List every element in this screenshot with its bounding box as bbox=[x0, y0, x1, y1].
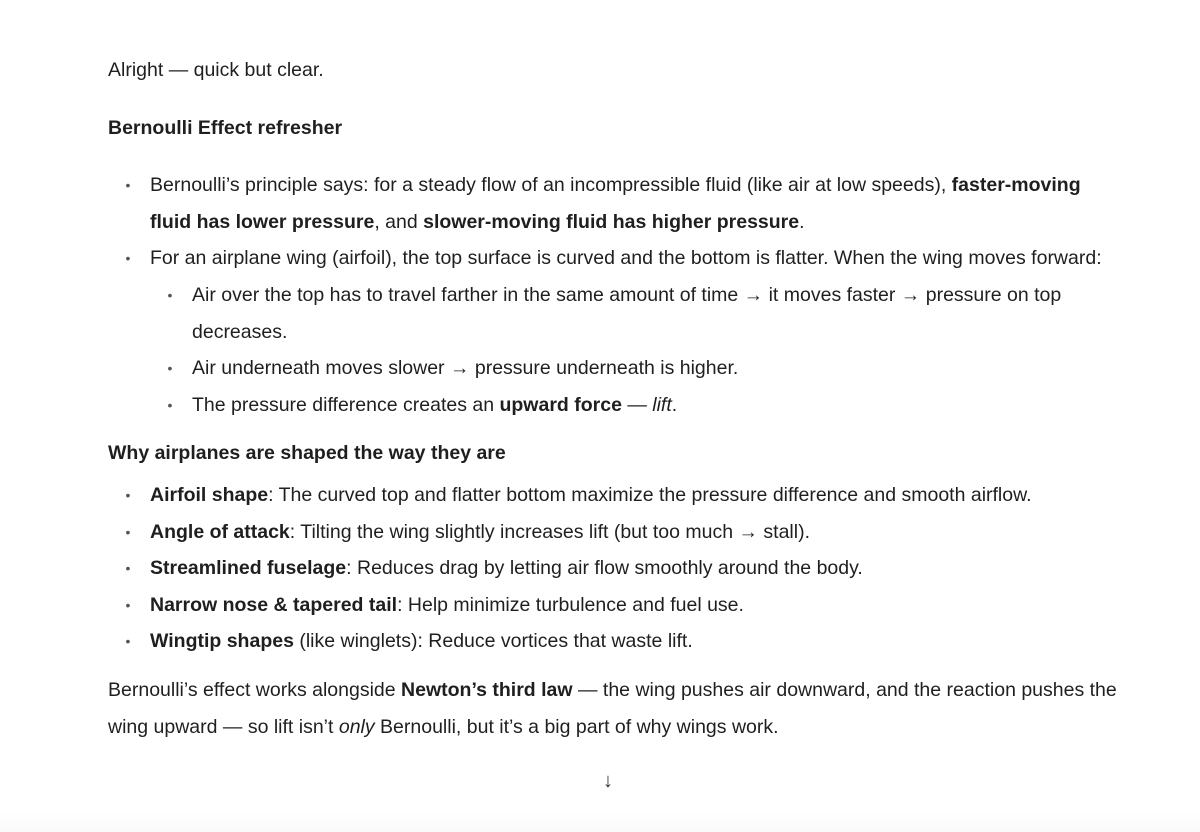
list-item-text: Air underneath moves slower → pressure underneath is higher. bbox=[192, 357, 739, 380]
bold-text: upward force bbox=[499, 393, 622, 416]
list-item-text: , and bbox=[374, 210, 424, 233]
nested-list-item bbox=[167, 277, 1118, 350]
list-item-term: Airfoil shape bbox=[150, 483, 269, 506]
bullet-icon: • bbox=[125, 486, 131, 503]
list-item bbox=[125, 167, 1118, 240]
section-heading-bernoulli: Bernoulli Effect refresher bbox=[108, 116, 343, 139]
list-item-text: The pressure difference creates an bbox=[192, 393, 500, 416]
chat-message bbox=[108, 52, 1118, 745]
list-item bbox=[125, 623, 1118, 660]
list-item-term: Angle of attack bbox=[150, 520, 290, 543]
italic-text: only bbox=[338, 715, 375, 738]
closing-text: Bernoulli’s effect works alongside bbox=[108, 678, 402, 701]
list-item-text: . bbox=[799, 210, 805, 233]
bullet-icon: • bbox=[167, 360, 173, 377]
list-item bbox=[125, 514, 1118, 551]
bold-text: faster-moving fluid has lower pressure bbox=[150, 174, 1081, 233]
list-item-text: Air over the top has to travel farther in the same amount of time → it moves faster → pressure on top decreases. bbox=[192, 283, 1062, 343]
scroll-to-bottom-button[interactable] bbox=[593, 766, 623, 796]
nested-list bbox=[150, 277, 1118, 423]
list-item-text: For an airplane wing (airfoil), the top surface is curved and the bottom is flatter. When the wing moves forward: bbox=[150, 247, 1102, 270]
list-item-term: Narrow nose & tapered tail bbox=[150, 593, 398, 616]
list-item bbox=[125, 587, 1118, 624]
bold-text: Newton’s third law bbox=[401, 678, 573, 701]
bullet-icon: • bbox=[125, 633, 131, 650]
nested-list-item bbox=[167, 350, 1118, 387]
bernoulli-list bbox=[108, 167, 1118, 423]
list-item-text: : Reduces drag by letting air flow smoothly around the body. bbox=[346, 557, 863, 580]
list-item-text: : Tilting the wing slightly increases lift (but too much → stall). bbox=[289, 520, 810, 543]
shapes-list bbox=[108, 477, 1118, 660]
bold-text: slower-moving fluid has higher pressure bbox=[423, 210, 800, 233]
arrow-down-icon: ↓ bbox=[603, 770, 613, 792]
closing-paragraph bbox=[108, 672, 1118, 745]
list-item-text: Bernoulli’s principle says: for a steady flow of an incompressible fluid (like air at low speeds), bbox=[150, 174, 952, 197]
list-item-text: : The curved top and flatter bottom maximize the pressure difference and smooth airflow. bbox=[268, 483, 1032, 506]
closing-text: Bernoulli, but it’s a big part of why wings work. bbox=[374, 715, 779, 738]
italic-text: lift bbox=[652, 393, 672, 416]
list-item-text: (like winglets): Reduce vortices that waste lift. bbox=[293, 630, 693, 653]
list-item-text: — bbox=[621, 393, 653, 416]
bottom-fade bbox=[0, 812, 1200, 832]
list-item-text: . bbox=[671, 393, 678, 416]
section-heading-shapes: Why airplanes are shaped the way they are bbox=[108, 442, 506, 465]
bullet-icon: • bbox=[125, 560, 131, 577]
bullet-icon: • bbox=[125, 596, 131, 613]
list-item-term: Streamlined fuselage bbox=[150, 557, 347, 580]
bullet-icon: • bbox=[167, 286, 173, 303]
intro-text: Alright — quick but clear. bbox=[108, 59, 324, 81]
bullet-icon: • bbox=[125, 523, 131, 540]
closing-text: — the wing pushes air downward, and the reaction pushes the wing upward — so lift isn’t bbox=[108, 678, 1117, 738]
nested-list-item bbox=[167, 387, 1118, 424]
bullet-icon: • bbox=[125, 250, 131, 267]
list-item-text: : Help minimize turbulence and fuel use. bbox=[397, 593, 744, 616]
list-item bbox=[125, 550, 1118, 587]
bullet-icon: • bbox=[167, 396, 173, 413]
bullet-icon: • bbox=[125, 177, 131, 194]
list-item-term: Wingtip shapes bbox=[150, 630, 294, 653]
list-item bbox=[125, 240, 1118, 423]
list-item bbox=[125, 477, 1118, 514]
